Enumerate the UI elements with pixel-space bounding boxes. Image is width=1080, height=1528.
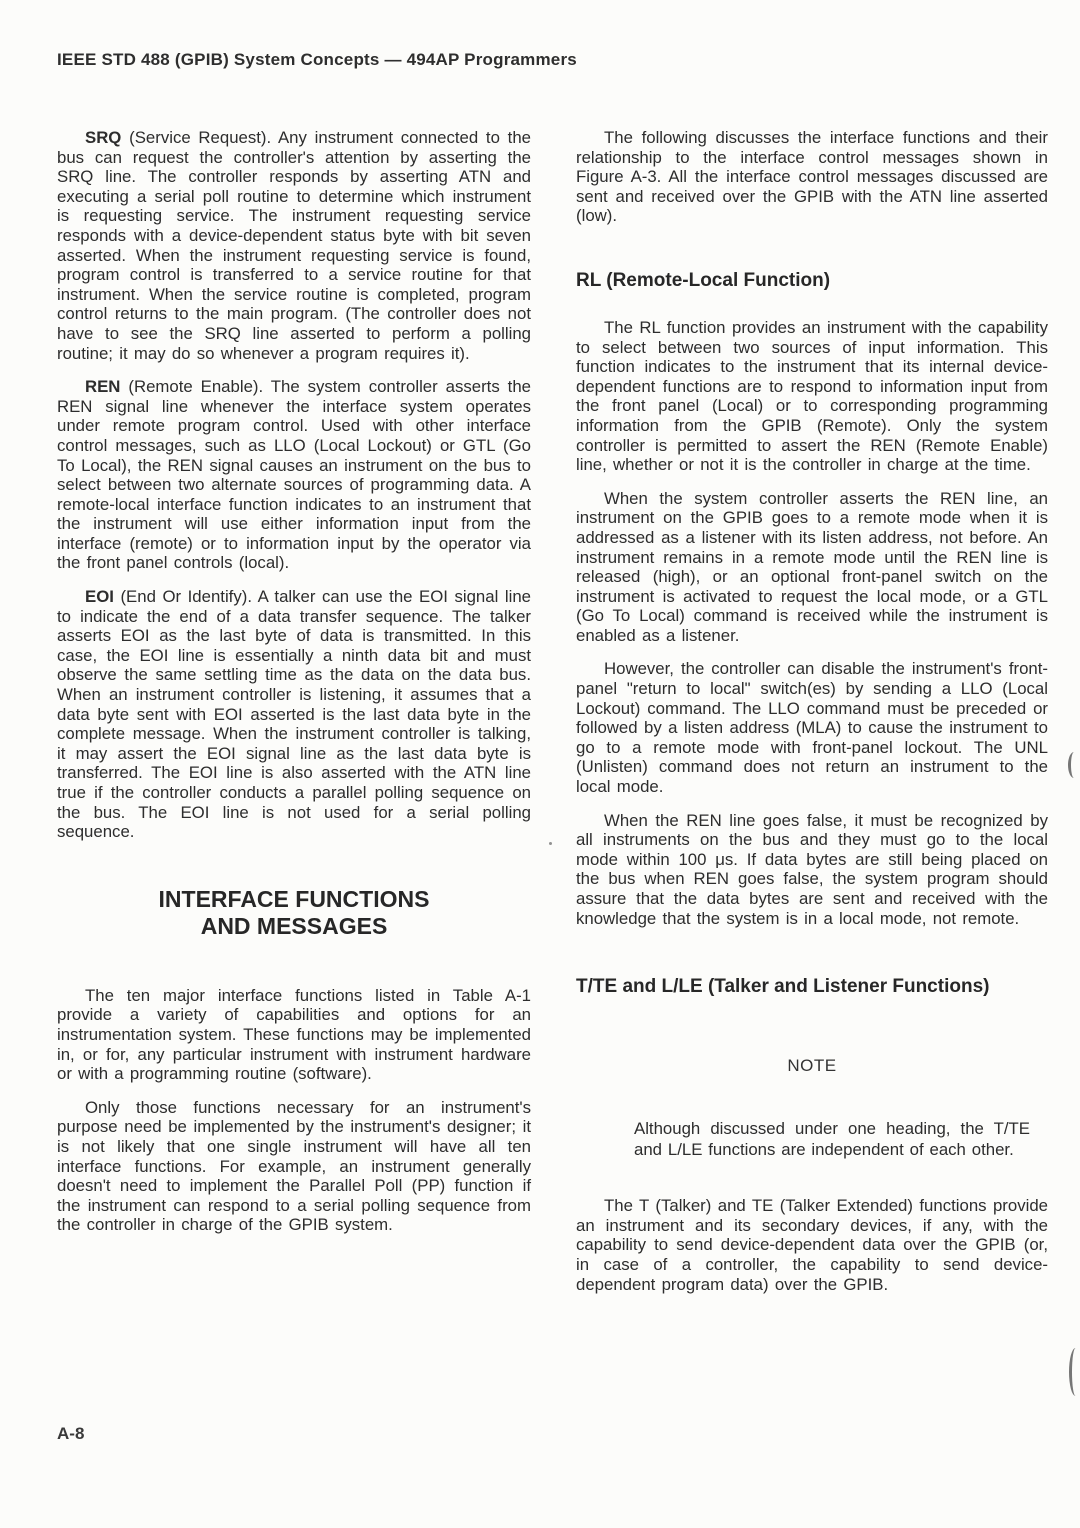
term-eoi: EOI [85,587,114,607]
section-heading-interface-functions [57,886,531,940]
scan-speck [549,842,552,845]
paragraph-srq [57,128,531,363]
paragraph-srq-text: (Service Request). Any instrument connected to the bus can request the controller's attention by asserting the SRQ line. The controller responds by asserting ATN and executing a serial poll routine to determine which instrument is requesting service. The instrument requesting service responds with a device-dependent status byte with bit seven asserted. When the instrument requesting service is found, program control is transferred to a service routine for that instrument. When the service routine is completed, program control returns to the main program. (The controller does not have to see the SRQ line asserted to perform a polling routine; it may do so whenever a program requires it). [57,128,531,363]
scan-artifact [1068,752,1080,778]
page-header: IEEE STD 488 (GPIB) System Concepts — 494AP Programmers [57,50,577,69]
paragraph-rl-2: When the system controller asserts the REN line, an instrument on the GPIB goes to a remote mode when it is addressed as a listener with its listen address, not before. An instrument remains in a remote mode until the REN line is released (high), or an optional front-panel switch on the instrument is activated to request the local mode, or a GTL (Go To Local) command is received while the instrument is enabled as a listener. [576,488,1048,645]
section-heading-line2: AND MESSAGES [200,912,388,939]
heading-rl-function: RL (Remote-Local Function) [576,269,831,291]
note-label: NOTE [787,1056,837,1076]
paragraph-talker: The T (Talker) and TE (Talker Extended) functions provide an instrument and its secondary devices, if any, with the capability to send device-dependent data over the GPIB (or, in case of a controller, the capability to send device-dependent program data) over the GPIB. [576,1196,1048,1294]
right-column [576,128,1048,1308]
page-number: A-8 [57,1424,85,1443]
term-ren: REN [85,377,121,397]
paragraph-only-those: Only those functions necessary for an instrument's purpose need be implemented by the instrument's designer; it is not likely that one single instrument will have all ten interface functions. For example, an instrument generally doesn't need to implement the Parallel Poll (PP) function if the instrument can respond to a serial polling sequence from the controller in charge of the GPIB system. [57,1097,531,1235]
paragraph-intro: The following discusses the interface functions and their relationship to the interface control messages shown in Figure A-3. All the interface control messages discussed are sent and received over the GPIB with the ATN line asserted (low). [576,128,1048,226]
term-srq: SRQ [85,128,122,147]
paragraph-rl-1: The RL function provides an instrument with the capability to select between two sources of input information. This function indicates to the instrument that its internal device-dependent functions are to respond to information input from the front panel (Local) or to corresponding programming information from the GPIB (Remote). Only the system controller is permitted to assert the REN (Remote Enable) line, whether or not it is the controller in charge at the time. [576,317,1048,475]
paragraph-ten-functions: The ten major interface functions listed in Table A-1 provide a variety of capabilities and options for an instrumentation system. These functions may be implemented in, or for, any particular instrument with instrument hardware or with a programming routine (software). [57,985,531,1084]
paragraph-rl-3: However, the controller can disable the instrument's front-panel "return to local" switch(es) by sending a LLO (Local Lockout) command. The LLO command must be preceded or followed by a listen address (MLA) to cause the instrument to go to a remote mode with front-panel lockout. The UNL (Unlisten) command does not return an instrument to the local mode. [576,659,1048,797]
heading-tte-lle: T/TE and L/LE (Talker and Listener Functions) [576,976,990,998]
paragraph-eoi [57,587,531,842]
left-column [57,128,531,1249]
scan-artifact [1069,1348,1080,1396]
section-heading-line1: INTERFACE FUNCTIONS [158,885,430,912]
paragraph-eoi-text: (End Or Identify). A talker can use the EOI signal line to indicate the end of a data transfer sequence. The talker asserts EOI as the last byte of data is transmitted. In this case, the EOI line is essentially a ninth data bit and must observe the same settling time as the data on the data bus. When an instrument controller is listening, it assumes that a data byte sent with EOI asserted is the last data byte in the complete message. When the instrument controller is talking, it may assert the EOI signal line as the last data byte is transferred. The EOI line is also asserted with the ATN line true if the controller conducts a parallel polling sequence on the bus. The EOI line is not used for a serial polling sequence. [57,587,531,842]
paragraph-ren [57,377,531,573]
paragraph-ren-text: (Remote Enable). The system controller asserts the REN signal line whenever the interface system operates under remote program control. Used with other interface control messages, such as LLO (Local Lockout) or GTL (Go To Local), the REN signal causes an instrument on the bus to select between two alternate sources of programming data. A remote-local interface function indicates to an instrument that the instrument will use either information input from the interface (remote) or to information input by the operator via the front panel controls (local). [57,377,531,573]
note-text: Although discussed under one heading, the T/TE and L/LE functions are independent of each other. [634,1119,1030,1160]
paragraph-rl-4: When the REN line goes false, it must be recognized by all instruments on the bus and they must go to the local mode within 100 μs. If data bytes are still being placed on the bus when REN goes false, the system program should assure that the data bytes are sent and received with the knowledge that the system is in a local mode, not remote. [576,810,1048,928]
